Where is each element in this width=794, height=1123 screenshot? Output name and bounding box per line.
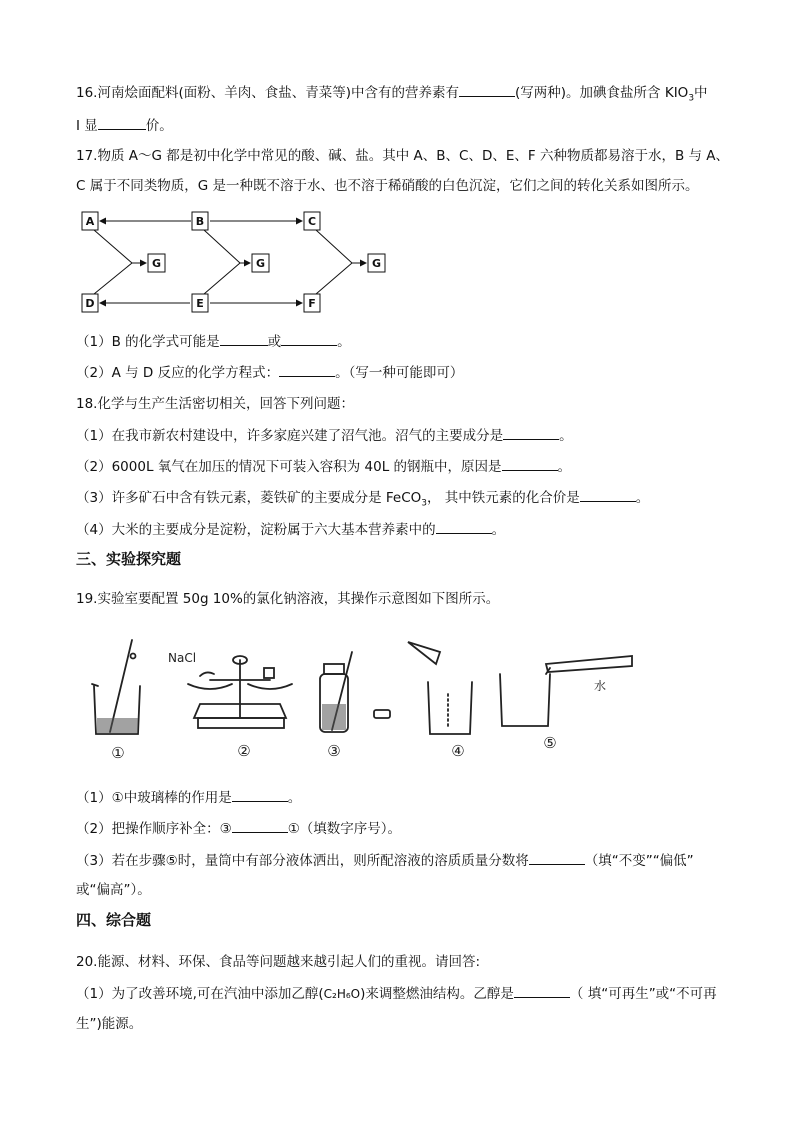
label-water: 水 bbox=[594, 679, 607, 693]
q20-sub1-line2: 生”)能源。 bbox=[76, 1016, 143, 1032]
q17-sub2-b: 。（写一种可能即可） bbox=[335, 365, 464, 381]
q17-blank-b2[interactable] bbox=[281, 331, 337, 346]
q16-text-a: 16.河南烩面配料(面粉、羊肉、食盐、青菜等)中含有的营养素有 bbox=[76, 85, 460, 101]
q16-blank-nutrients[interactable] bbox=[459, 82, 515, 97]
q18-sub2-b: 。 bbox=[557, 459, 572, 475]
q18-sub2-a: （2）6000L 氧气在加压的情况下可装入容积为 40L 的钢瓶中，原因是 bbox=[76, 459, 502, 475]
q17-transformation-diagram bbox=[76, 205, 396, 317]
label-g2: G bbox=[255, 257, 266, 270]
q18-sub3-subscript: 3 bbox=[421, 498, 427, 509]
q17-stem-line2: C 属于不同类物质，G 是一种既不溶于水、也不溶于稀硝酸的白色沉淀，它们之间的转化关系如图所示。 bbox=[76, 178, 699, 194]
q16-text-e: 价。 bbox=[145, 118, 173, 134]
label-e: E bbox=[196, 297, 204, 310]
label-b: B bbox=[195, 215, 205, 228]
q19-sub1 bbox=[76, 787, 301, 808]
fig-label-4: ④ bbox=[451, 742, 465, 760]
q17-sub1-a: （1）B 的化学式可能是 bbox=[76, 334, 220, 350]
label-c: C bbox=[307, 215, 317, 228]
q19-sub2 bbox=[76, 818, 401, 839]
section-3-heading: 三、实验探究题 bbox=[76, 550, 182, 568]
q19-sub1-b: 。 bbox=[287, 790, 302, 806]
q19-sub3-a: （3）若在步骤⑤时，量筒中有部分液体洒出，则所配溶液的溶质质量分数将 bbox=[76, 853, 529, 869]
q18-blank-valence[interactable] bbox=[580, 487, 636, 502]
q20-sub1-line1 bbox=[76, 983, 717, 1004]
q16-sub: 3 bbox=[688, 93, 695, 104]
q19-sub3-line2: 或“偏高”）。 bbox=[76, 882, 151, 898]
q18-sub2 bbox=[76, 456, 571, 477]
fig-label-1: ① bbox=[111, 744, 125, 762]
q18-sub4-b: 。 bbox=[491, 522, 506, 538]
label-g1: G bbox=[151, 257, 162, 270]
q17-stem-line1: 17.物质 A～G 都是初中化学中常见的酸、碱、盐。其中 A、B、C、D、E、F 六种物质都易溶于水，B 与 A、 bbox=[76, 148, 730, 164]
q20-sub1-a: （1）为了改善环境,可在汽油中添加乙醇( bbox=[76, 986, 324, 1002]
q18-intro: 18.化学与生产生活密切相关，回答下列问题： bbox=[76, 396, 354, 412]
q18-blank-nutrient[interactable] bbox=[436, 519, 492, 534]
q20-sub1-c: （ 填“可再生”或“不可再 bbox=[569, 986, 717, 1002]
q19-operation-figure bbox=[88, 634, 636, 764]
q17-sub1-b: 或 bbox=[267, 334, 282, 350]
q16-text-b: (写两种)。加碘食盐所含 KIO bbox=[515, 85, 689, 101]
fig-label-2: ② bbox=[237, 742, 251, 760]
q18-sub3-c: 。 bbox=[635, 490, 650, 506]
q18-sub4-a: （4）大米的主要成分是淀粉，淀粉属于六大基本营养素中的 bbox=[76, 522, 436, 538]
label-f: F bbox=[308, 297, 316, 310]
q18-sub3-b: ， 其中铁元素的化合价是 bbox=[427, 490, 580, 506]
label-d: D bbox=[85, 297, 95, 310]
q20-blank-energy-type[interactable] bbox=[514, 983, 570, 998]
q16-blank-valence[interactable] bbox=[98, 115, 146, 130]
q18-sub1 bbox=[76, 425, 573, 446]
q18-blank-biogas[interactable] bbox=[503, 425, 559, 440]
q17-sub1-c: 。 bbox=[337, 334, 351, 350]
q16-text-d: I 显 bbox=[76, 118, 98, 134]
q19-blank-order[interactable] bbox=[232, 818, 288, 833]
label-g3: G bbox=[371, 257, 382, 270]
q19-sub2-b: ①（填数字序号）。 bbox=[287, 821, 402, 837]
q20-intro: 20.能源、材料、环保、食品等问题越来越引起人们的重视。请回答: bbox=[76, 954, 481, 970]
q17-sub1 bbox=[76, 331, 351, 352]
q19-sub3-line1 bbox=[76, 850, 694, 871]
q19-sub1-a: （1）①中玻璃棒的作用是 bbox=[76, 790, 232, 806]
q18-sub4 bbox=[76, 519, 505, 540]
q17-blank-equation[interactable] bbox=[279, 362, 335, 377]
q20-formula: C₂H₆O bbox=[323, 987, 361, 1001]
q16-line2 bbox=[76, 115, 173, 136]
q18-sub3 bbox=[76, 487, 649, 508]
q18-blank-reason[interactable] bbox=[502, 456, 558, 471]
q17-blank-b1[interactable] bbox=[220, 331, 268, 346]
label-a: A bbox=[85, 215, 95, 228]
fig-label-3: ③ bbox=[327, 742, 341, 760]
q19-blank-fraction[interactable] bbox=[529, 850, 585, 865]
q18-sub3-a: （3）许多矿石中含有铁元素，菱铁矿的主要成分是 FeCO bbox=[76, 490, 422, 506]
q16-line1 bbox=[76, 82, 708, 103]
q19-sub2-a: （2）把操作顺序补全：③ bbox=[76, 821, 232, 837]
label-nacl: NaCl bbox=[168, 651, 197, 665]
section-4-heading: 四、综合题 bbox=[76, 911, 152, 929]
q20-sub1-b: )来调整燃油结构。乙醇是 bbox=[360, 986, 514, 1002]
q19-blank-rod-role[interactable] bbox=[232, 787, 288, 802]
q18-sub1-b: 。 bbox=[559, 428, 573, 444]
q18-sub1-a: （1）在我市新农村建设中，许多家庭兴建了沼气池。沼气的主要成分是 bbox=[76, 428, 504, 444]
fig-label-5: ⑤ bbox=[543, 734, 557, 752]
q16-text-c: 中 bbox=[694, 85, 708, 101]
q17-sub2-a: （2）A 与 D 反应的化学方程式： bbox=[76, 365, 280, 381]
q19-intro: 19.实验室要配置 50g 10%的氯化钠溶液，其操作示意图如下图所示。 bbox=[76, 591, 500, 607]
q17-sub2 bbox=[76, 362, 463, 383]
q19-sub3-b: （填“不变”“偏低” bbox=[584, 853, 694, 869]
